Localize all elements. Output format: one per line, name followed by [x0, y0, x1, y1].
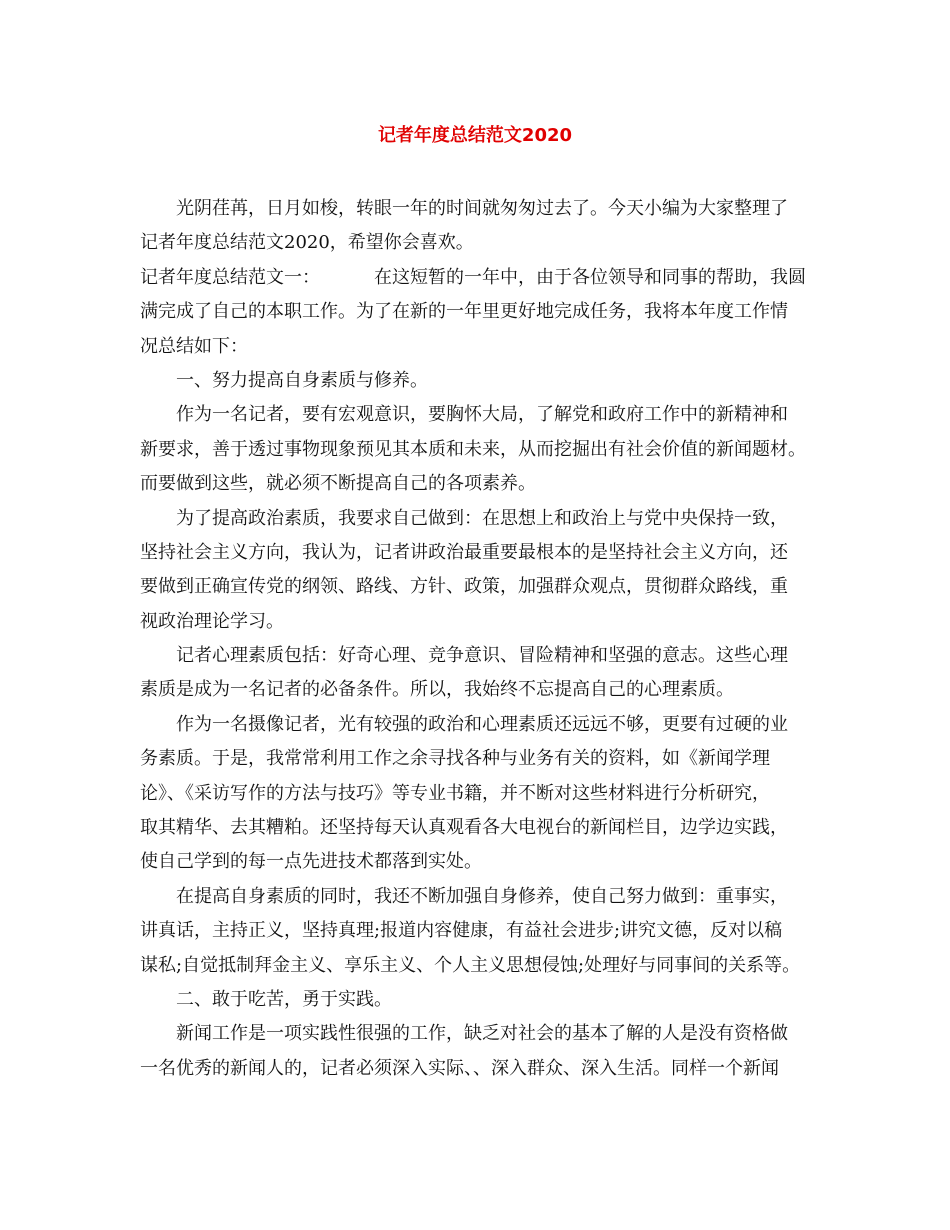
paragraph-line: 谋私;自觉抵制拜金主义、享乐主义、个人主义思想侵蚀;处理好与同事间的关系等。 — [140, 954, 801, 976]
paragraph-line: 新闻工作是一项实践性很强的工作，缺乏对社会的基本了解的人是没有资格做 — [176, 1023, 788, 1045]
section-heading: 一、努力提高自身素质与修养。 — [176, 369, 428, 391]
paragraph-line: 论》、《采访写作的方法与技巧》等专业书籍，并不断对这些材料进行分析研究， — [140, 782, 770, 804]
paragraph-line: 而要做到这些，就必须不断提高自己的各项素养。 — [140, 473, 536, 495]
paragraph-line: 取其精华、去其糟粕。还坚持每天认真观看各大电视台的新闻栏目，边学边实践， — [140, 817, 788, 839]
paragraph-text: 在这短暂的一年中，由于各位领导和同事的帮助，我圆 — [374, 266, 806, 288]
paragraph-line: 在提高自身素质的同时，我还不断加强自身修养，使自己努力做到：重事实， — [176, 885, 788, 907]
document-body — [140, 192, 822, 1086]
paragraph-line: 记者心理素质包括：好奇心理、竞争意识、冒险精神和坚强的意志。这些心理 — [176, 645, 788, 667]
paragraph-line: 讲真话，主持正义，坚持真理;报道内容健康，有益社会进步;讲究文德，反对以稿 — [140, 920, 783, 942]
paragraph-line: 务素质。于是，我常常利用工作之余寻找各种与业务有关的资料，如《新闻学理 — [140, 748, 770, 770]
paragraph-line: 况总结如下： — [140, 335, 248, 357]
paragraph-line: 素质是成为一名记者的必备条件。所以，我始终不忘提高自己的心理素质。 — [140, 679, 734, 701]
paragraph-line: 一名优秀的新闻人的，记者必须深入实际、、深入群众、深入生活。同样一个新闻 — [140, 1057, 779, 1079]
section-heading: 二、敢于吃苦，勇于实践。 — [176, 988, 392, 1010]
paragraph-line: 满完成了自己的本职工作。为了在新的一年里更好地完成任务，我将本年度工作情 — [140, 301, 788, 323]
paragraph-line: 光阴荏苒，日月如梭，转眼一年的时间就匆匆过去了。今天小编为大家整理了 — [176, 198, 788, 219]
paragraph-line: 使自己学到的每一点先进技术都落到实处。 — [140, 851, 482, 873]
paragraph-line: 记者年度总结范文2020，希望你会喜欢。 — [140, 232, 474, 254]
paragraph-line: 视政治理论学习。 — [140, 610, 284, 632]
paragraph-line — [140, 261, 822, 295]
paragraph-line: 要做到正确宣传党的纲领、路线、方针、政策，加强群众观点，贯彻群众路线，重 — [140, 576, 788, 598]
paragraph-line: 作为一名摄像记者，光有较强的政治和心理素质还远远不够，更要有过硬的业 — [176, 713, 788, 735]
document-title: 记者年度总结范文2020 — [377, 125, 573, 146]
paragraph-line: 作为一名记者，要有宏观意识，要胸怀大局，了解党和政府工作中的新精神和 — [176, 404, 788, 426]
paragraph-line: 坚持社会主义方向，我认为，记者讲政治最重要最根本的是坚持社会主义方向，还 — [140, 541, 788, 563]
section-label: 记者年度总结范文一： — [140, 266, 320, 288]
paragraph-line: 新要求，善于透过事物现象预见其本质和未来，从而挖掘出有社会价值的新闻题材。 — [140, 438, 806, 460]
paragraph-line: 为了提高政治素质，我要求自己做到：在思想上和政治上与党中央保持一致， — [176, 507, 788, 529]
